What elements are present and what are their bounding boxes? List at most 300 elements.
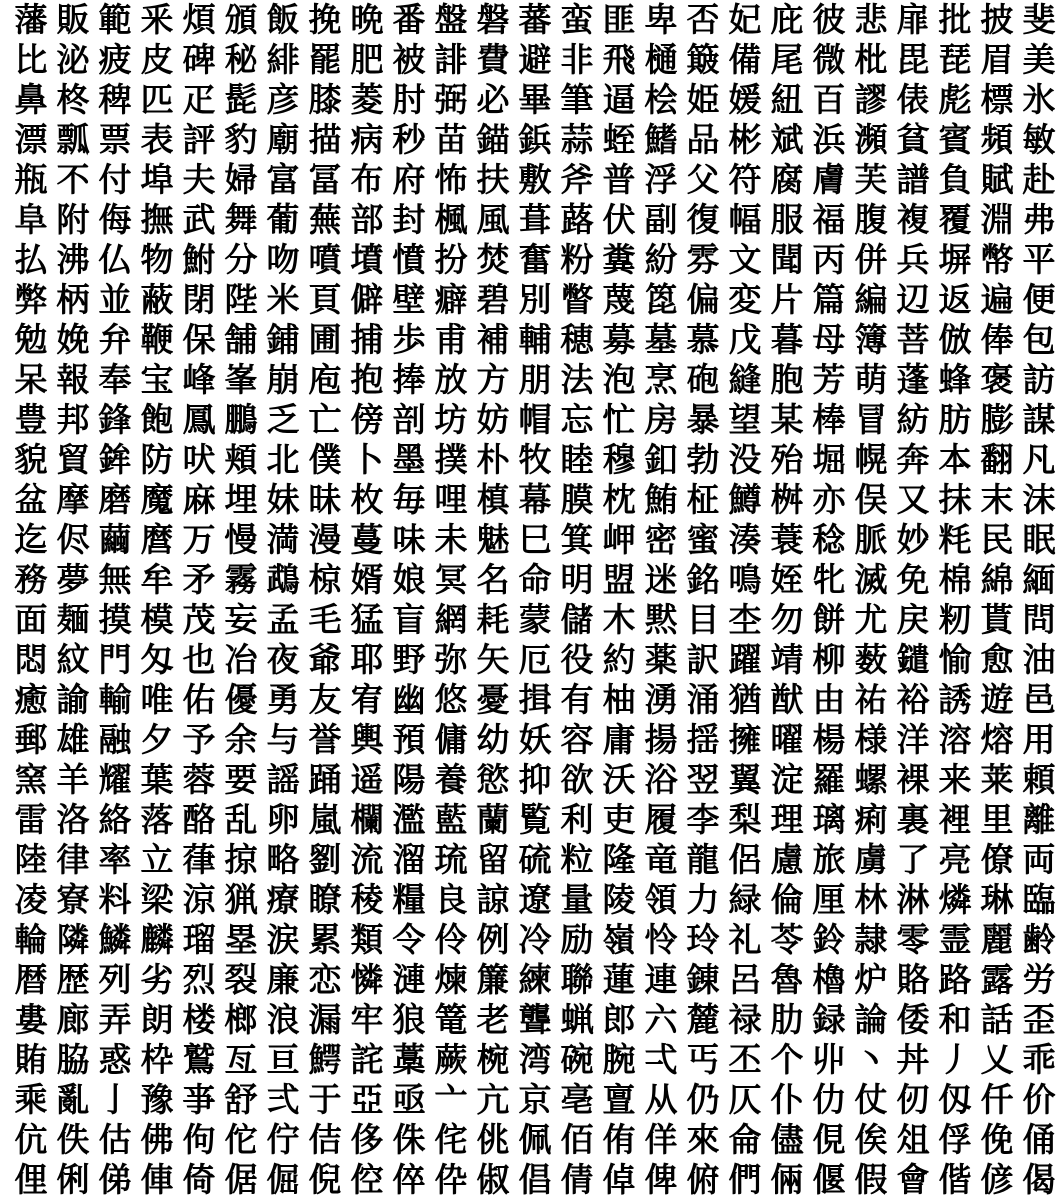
- kanji-character: 棉: [938, 560, 972, 599]
- kanji-character: 復: [686, 200, 720, 239]
- kanji-character: 砲: [686, 360, 720, 399]
- kanji-character: 幼: [476, 720, 510, 759]
- kanji-character: 腐: [770, 160, 804, 199]
- kanji-character: 蒜: [560, 120, 594, 159]
- kanji-character: 嵐: [308, 800, 342, 839]
- kanji-character: 幽: [392, 680, 426, 719]
- kanji-character: 佩: [518, 1120, 552, 1159]
- text-line: [10, 40, 1056, 80]
- kanji-character: 惑: [98, 1040, 132, 1079]
- kanji-character: 京: [518, 1080, 552, 1119]
- kanji-character: 累: [308, 920, 342, 959]
- text-line: [10, 920, 1056, 960]
- kanji-character: 妙: [896, 520, 930, 559]
- kanji-character: 亶: [602, 1080, 636, 1119]
- kanji-character: 肥: [350, 40, 384, 79]
- kanji-character: 謀: [1022, 400, 1056, 439]
- kanji-character: 零: [896, 920, 930, 959]
- kanji-character: 簸: [686, 40, 720, 79]
- kanji-character: 蔽: [140, 280, 174, 319]
- kanji-character: 被: [392, 40, 426, 79]
- kanji-character: 府: [392, 160, 426, 199]
- kanji-character: 膜: [560, 480, 594, 519]
- kanji-character: 碧: [476, 280, 510, 319]
- kanji-character: 匁: [140, 640, 174, 679]
- kanji-character: 枕: [602, 480, 636, 519]
- kanji-character: 履: [644, 800, 678, 839]
- kanji-character: 令: [392, 920, 426, 959]
- kanji-character: 塀: [938, 240, 972, 279]
- kanji-character: 眠: [1022, 520, 1056, 559]
- kanji-character: 奉: [98, 360, 132, 399]
- kanji-character: 編: [854, 280, 888, 319]
- kanji-character: 炉: [854, 960, 888, 999]
- kanji-character: 鵡: [266, 560, 300, 599]
- kanji-character: 浪: [266, 1000, 300, 1039]
- kanji-character: 燐: [938, 880, 972, 919]
- kanji-character: 緬: [1022, 560, 1056, 599]
- kanji-character: 理: [770, 800, 804, 839]
- kanji-character: 滅: [854, 560, 888, 599]
- kanji-character: 話: [980, 1000, 1014, 1039]
- kanji-character: 夢: [56, 560, 90, 599]
- kanji-character: 貰: [980, 600, 1014, 639]
- kanji-character: 釆: [140, 0, 174, 39]
- kanji-character: 廉: [266, 960, 300, 999]
- kanji-character: 餅: [812, 600, 846, 639]
- kanji-character: 輪: [14, 920, 48, 959]
- kanji-character: 李: [686, 800, 720, 839]
- kanji-character: 勿: [770, 600, 804, 639]
- kanji-character: 論: [854, 1000, 888, 1039]
- kanji-character: 麻: [182, 480, 216, 519]
- kanji-character: 梁: [140, 880, 174, 919]
- kanji-character: 稜: [350, 880, 384, 919]
- kanji-character: 藩: [14, 0, 48, 39]
- kanji-character: 与: [266, 720, 300, 759]
- kanji-character: 避: [518, 40, 552, 79]
- kanji-character: 乘: [14, 1080, 48, 1119]
- text-line: [10, 360, 1056, 400]
- kanji-character: 末: [980, 480, 1014, 519]
- kanji-character: 鈴: [812, 920, 846, 959]
- kanji-character: 儲: [560, 600, 594, 639]
- kanji-character: 墳: [350, 240, 384, 279]
- kanji-character: 佑: [182, 680, 216, 719]
- kanji-character: 枠: [140, 1040, 174, 1079]
- kanji-character: 侭: [56, 520, 90, 559]
- kanji-character: 估: [98, 1120, 132, 1159]
- kanji-character: 葎: [182, 840, 216, 879]
- kanji-character: 鱗: [98, 920, 132, 959]
- kanji-character: 払: [14, 240, 48, 279]
- kanji-character: 陵: [602, 880, 636, 919]
- kanji-character: 微: [812, 40, 846, 79]
- kanji-character: 孟: [266, 600, 300, 639]
- kanji-character: 吠: [182, 440, 216, 479]
- kanji-character: 必: [476, 80, 510, 119]
- kanji-character: 尤: [854, 600, 888, 639]
- kanji-character: 来: [938, 760, 972, 799]
- kanji-character: 睦: [560, 440, 594, 479]
- kanji-character: 陽: [392, 760, 426, 799]
- kanji-character: 仟: [980, 1080, 1014, 1119]
- text-line: [10, 1160, 1056, 1200]
- kanji-character: 丐: [686, 1040, 720, 1079]
- kanji-character: 飯: [266, 0, 300, 39]
- kanji-character: 肋: [770, 1000, 804, 1039]
- kanji-character: 吻: [266, 240, 300, 279]
- kanji-character: 報: [56, 360, 90, 399]
- kanji-character: 榔: [224, 1000, 258, 1039]
- kanji-character: 虜: [854, 840, 888, 879]
- kanji-character: 歪: [1022, 1000, 1056, 1039]
- kanji-character: 腕: [602, 1040, 636, 1079]
- kanji-character: 臨: [1022, 880, 1056, 919]
- kanji-character: 付: [98, 160, 132, 199]
- kanji-character: 俸: [980, 320, 1014, 359]
- kanji-character: 帽: [518, 400, 552, 439]
- text-line: [10, 1080, 1056, 1120]
- kanji-character: 販: [56, 0, 90, 39]
- kanji-character: 斧: [560, 160, 594, 199]
- kanji-character: 偏: [686, 280, 720, 319]
- kanji-character: 略: [266, 840, 300, 879]
- kanji-character: 螺: [854, 760, 888, 799]
- kanji-character: 噴: [308, 240, 342, 279]
- kanji-character: 貧: [896, 120, 930, 159]
- kanji-character: 沫: [1022, 480, 1056, 519]
- kanji-character: 豹: [224, 120, 258, 159]
- kanji-character: 宝: [140, 360, 174, 399]
- kanji-character: 蔑: [602, 280, 636, 319]
- kanji-character: 包: [1022, 320, 1056, 359]
- kanji-character: 乂: [980, 1040, 1014, 1079]
- kanji-character: 柾: [686, 480, 720, 519]
- kanji-character: 頒: [224, 0, 258, 39]
- kanji-character: 淋: [896, 880, 930, 919]
- kanji-character: 冷: [518, 920, 552, 959]
- kanji-character: 普: [602, 160, 636, 199]
- kanji-character: 丙: [812, 240, 846, 279]
- kanji-character: 紋: [56, 640, 90, 679]
- kanji-character: 鳴: [728, 560, 762, 599]
- kanji-character: 俛: [980, 1120, 1014, 1159]
- kanji-character: 隣: [56, 920, 90, 959]
- kanji-character: 猶: [728, 680, 762, 719]
- kanji-character: 裕: [896, 680, 930, 719]
- text-line: [10, 880, 1056, 920]
- kanji-character: 舗: [224, 320, 258, 359]
- text-line: [10, 520, 1056, 560]
- kanji-character: 會: [896, 1160, 930, 1199]
- kanji-character: 亮: [938, 840, 972, 879]
- kanji-character: 遍: [980, 280, 1014, 319]
- kanji-character: 明: [560, 560, 594, 599]
- kanji-character: 塁: [224, 920, 258, 959]
- kanji-character: 門: [98, 640, 132, 679]
- kanji-character: 个: [770, 1040, 804, 1079]
- kanji-character: 約: [602, 640, 636, 679]
- kanji-character: 魔: [140, 480, 174, 519]
- kanji-character: 吏: [602, 800, 636, 839]
- kanji-character: 併: [854, 240, 888, 279]
- kanji-character: 良: [434, 880, 468, 919]
- kanji-character: 模: [140, 600, 174, 639]
- kanji-character: 洋: [896, 720, 930, 759]
- kanji-character: 佛: [140, 1120, 174, 1159]
- kanji-character: 妖: [518, 720, 552, 759]
- kanji-character: 娩: [56, 320, 90, 359]
- kanji-character: 姪: [770, 560, 804, 599]
- kanji-character: 摸: [98, 600, 132, 639]
- kanji-character: 桝: [770, 480, 804, 519]
- kanji-character: 庸: [602, 720, 636, 759]
- kanji-character: 欲: [560, 760, 594, 799]
- kanji-character: 窯: [14, 760, 48, 799]
- kanji-character: 利: [560, 800, 594, 839]
- kanji-character: 変: [728, 280, 762, 319]
- text-line: [10, 440, 1056, 480]
- text-line: [10, 680, 1056, 720]
- kanji-character: 脈: [854, 520, 888, 559]
- kanji-character: 別: [518, 280, 552, 319]
- kanji-character: 庖: [308, 360, 342, 399]
- kanji-character: 卑: [644, 0, 678, 39]
- kanji-character: 妨: [476, 400, 510, 439]
- kanji-character: 陸: [14, 840, 48, 879]
- kanji-character: 量: [560, 880, 594, 919]
- kanji-character: 亳: [560, 1080, 594, 1119]
- kanji-character: 坊: [434, 400, 468, 439]
- kanji-character: 絡: [98, 800, 132, 839]
- kanji-character: 彦: [266, 80, 300, 119]
- kanji-character: 比: [14, 40, 48, 79]
- kanji-character: 魅: [476, 520, 510, 559]
- kanji-character: 丿: [938, 1040, 972, 1079]
- kanji-character: 碑: [182, 40, 216, 79]
- kanji-character: 迄: [14, 520, 48, 559]
- kanji-character: 髭: [224, 80, 258, 119]
- kanji-character: 封: [392, 200, 426, 239]
- kanji-character: 佯: [644, 1120, 678, 1159]
- kanji-character: 抱: [350, 360, 384, 399]
- kanji-character: 病: [350, 120, 384, 159]
- kanji-character: 妃: [728, 0, 762, 39]
- kanji-character: 弁: [98, 320, 132, 359]
- kanji-character: 優: [224, 680, 258, 719]
- kanji-character: 俐: [56, 1160, 90, 1199]
- kanji-character: 磨: [98, 480, 132, 519]
- text-line: [10, 400, 1056, 440]
- kanji-character: 麓: [686, 1000, 720, 1039]
- kanji-character: 釦: [644, 440, 678, 479]
- kanji-character: 侘: [434, 1120, 468, 1159]
- text-line: [10, 560, 1056, 600]
- text-line: [10, 800, 1056, 840]
- kanji-character: 佇: [266, 1120, 300, 1159]
- kanji-character: 梨: [728, 800, 762, 839]
- kanji-character: 欄: [350, 800, 384, 839]
- kanji-character: 網: [434, 600, 468, 639]
- kanji-character: 价: [1022, 1080, 1056, 1119]
- kanji-character: 落: [140, 800, 174, 839]
- kanji-character: 頼: [1022, 760, 1056, 799]
- kanji-character: 簾: [476, 960, 510, 999]
- kanji-character: 緑: [728, 880, 762, 919]
- kanji-character: 姫: [686, 80, 720, 119]
- kanji-character: 濫: [392, 800, 426, 839]
- kanji-character: 藍: [434, 800, 468, 839]
- kanji-character: 蓮: [602, 960, 636, 999]
- kanji-character: 僕: [308, 440, 342, 479]
- kanji-character: 涙: [266, 920, 300, 959]
- kanji-character: 麿: [140, 520, 174, 559]
- kanji-character: 補: [476, 320, 510, 359]
- kanji-character: 也: [182, 640, 216, 679]
- kanji-character: 埋: [224, 480, 258, 519]
- kanji-character: 扮: [434, 240, 468, 279]
- kanji-character: 墨: [392, 440, 426, 479]
- kanji-character: 輿: [350, 720, 384, 759]
- kanji-character: 厘: [812, 880, 846, 919]
- kanji-character: 歩: [392, 320, 426, 359]
- kanji-character: 譜: [896, 160, 930, 199]
- kanji-character: 羅: [812, 760, 846, 799]
- kanji-character: 蒙: [518, 600, 552, 639]
- kanji-character: 麺: [56, 600, 90, 639]
- kanji-character: 牝: [812, 560, 846, 599]
- kanji-character: 没: [728, 440, 762, 479]
- kanji-character: 廟: [266, 120, 300, 159]
- kanji-character: 隷: [854, 920, 888, 959]
- kanji-character: 憤: [392, 240, 426, 279]
- kanji-character: 返: [938, 280, 972, 319]
- kanji-character: 侮: [98, 200, 132, 239]
- kanji-character: 翼: [728, 760, 762, 799]
- text-line: [10, 1120, 1056, 1160]
- kanji-character: 礼: [728, 920, 762, 959]
- kanji-character: 來: [686, 1120, 720, 1159]
- kanji-character: 副: [644, 200, 678, 239]
- kanji-character: 苓: [770, 920, 804, 959]
- kanji-character: 佚: [56, 1120, 90, 1159]
- kanji-character: 癖: [434, 280, 468, 319]
- kanji-character: 批: [938, 0, 972, 39]
- kanji-character: 萌: [854, 360, 888, 399]
- kanji-character: 菱: [350, 80, 384, 119]
- kanji-character: 誉: [308, 720, 342, 759]
- kanji-character: 品: [686, 120, 720, 159]
- kanji-character: 弌: [644, 1040, 678, 1079]
- kanji-character: 夜: [266, 640, 300, 679]
- kanji-character: 湊: [728, 520, 762, 559]
- kanji-character: 媛: [728, 80, 762, 119]
- kanji-character: 負: [938, 160, 972, 199]
- kanji-character: 爺: [308, 640, 342, 679]
- kanji-character: 抹: [938, 480, 972, 519]
- kanji-character: 弍: [266, 1080, 300, 1119]
- kanji-character: 表: [140, 120, 174, 159]
- kanji-character: 廊: [56, 1000, 90, 1039]
- kanji-character: 赴: [1022, 160, 1056, 199]
- kanji-character: 符: [728, 160, 762, 199]
- kanji-character: 誘: [938, 680, 972, 719]
- kanji-character: 鋒: [98, 400, 132, 439]
- kanji-character: 仍: [686, 1080, 720, 1119]
- kanji-character: 六: [644, 1000, 678, 1039]
- kanji-character: 褒: [980, 360, 1014, 399]
- kanji-character: 翻: [980, 440, 1014, 479]
- kanji-character: 溜: [392, 840, 426, 879]
- kanji-character: 冨: [308, 160, 342, 199]
- kanji-character: 文: [728, 240, 762, 279]
- kanji-character: 覧: [518, 800, 552, 839]
- kanji-character: 泌: [56, 40, 90, 79]
- kanji-character: 傭: [434, 720, 468, 759]
- kanji-character: 慮: [770, 840, 804, 879]
- kanji-character: 夫: [182, 160, 216, 199]
- kanji-character: 旅: [812, 840, 846, 879]
- kanji-character: 銘: [686, 560, 720, 599]
- kanji-character: 悠: [434, 680, 468, 719]
- kanji-character: 富: [266, 160, 300, 199]
- kanji-character: 律: [56, 840, 90, 879]
- kanji-character: 鉾: [98, 440, 132, 479]
- kanji-character: 非: [560, 40, 594, 79]
- kanji-character: 凌: [14, 880, 48, 919]
- kanji-character: 埠: [140, 160, 174, 199]
- kanji-character: 蓬: [896, 360, 930, 399]
- kanji-character: 便: [1022, 280, 1056, 319]
- kanji-character: 腹: [854, 200, 888, 239]
- kanji-character: 輔: [518, 320, 552, 359]
- kanji-character: 唯: [140, 680, 174, 719]
- kanji-character: 殆: [770, 440, 804, 479]
- kanji-character: 櫓: [812, 960, 846, 999]
- kanji-character: 誹: [434, 40, 468, 79]
- text-line: [10, 240, 1056, 280]
- kanji-character: 離: [1022, 800, 1056, 839]
- kanji-character: 亡: [308, 400, 342, 439]
- kanji-character: 仗: [854, 1080, 888, 1119]
- kanji-character: 百: [812, 80, 846, 119]
- kanji-character: 浜: [812, 120, 846, 159]
- kanji-character: 箆: [644, 280, 678, 319]
- kanji-character: 戻: [896, 600, 930, 639]
- kanji-character: 鼻: [14, 80, 48, 119]
- kanji-character: 裸: [896, 760, 930, 799]
- kanji-character: 倆: [770, 1160, 804, 1199]
- kanji-character: 了: [896, 840, 930, 879]
- kanji-character: 烈: [182, 960, 216, 999]
- kanji-character: 葉: [140, 760, 174, 799]
- kanji-character: 鞭: [140, 320, 174, 359]
- kanji-character: 鮪: [644, 480, 678, 519]
- kanji-character: 緋: [266, 40, 300, 79]
- kanji-character: 慢: [224, 520, 258, 559]
- kanji-character: 莱: [980, 760, 1014, 799]
- kanji-character: 貌: [14, 440, 48, 479]
- kanji-character: 北: [266, 440, 300, 479]
- kanji-character: 偈: [1022, 1160, 1056, 1199]
- kanji-character: 弊: [14, 280, 48, 319]
- kanji-character: 椋: [308, 560, 342, 599]
- kanji-character: 牢: [350, 1000, 384, 1039]
- kanji-character: 諒: [476, 880, 510, 919]
- kanji-character: 舒: [224, 1080, 258, 1119]
- kanji-character: 霧: [224, 560, 258, 599]
